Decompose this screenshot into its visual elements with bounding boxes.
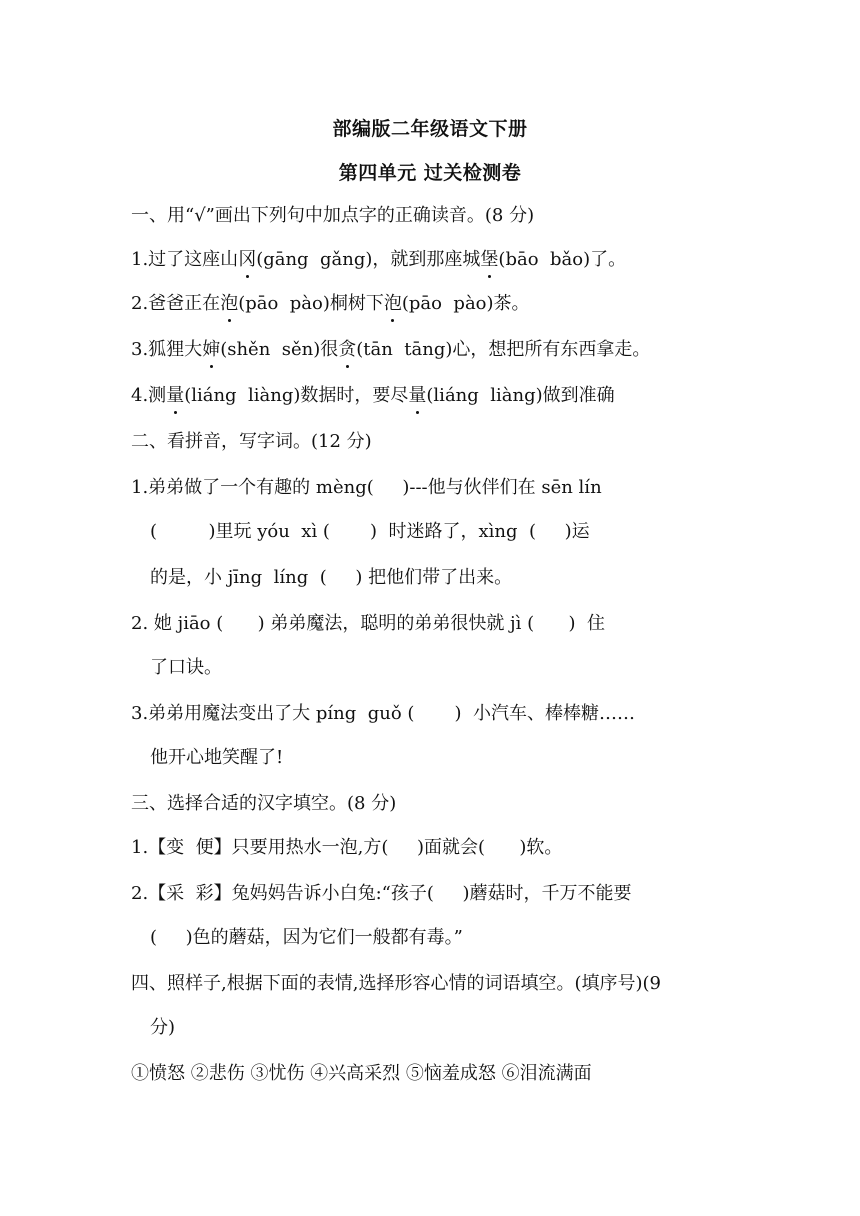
section2-heading: 二、看拼音，写字词。(12 分) bbox=[131, 431, 372, 452]
q3-text-b: (shěn sěn)很 bbox=[220, 339, 339, 360]
section1-question-1 bbox=[131, 246, 760, 274]
section2-q3-line1: 3.弟弟用魔法变出了大 píng guǒ ( ) 小汽车、棒棒糖…… bbox=[131, 703, 635, 724]
section2-q2-line2: 了口诀。 bbox=[150, 657, 222, 678]
q2-dotted-char-2: 泡 bbox=[384, 290, 402, 318]
section4-heading-line1: 四、照样子,根据下面的表情,选择形容心情的词语填空。(填序号)(9 bbox=[131, 973, 661, 994]
section1-question-4 bbox=[131, 382, 760, 410]
section3-question-1: 1.【变 便】只要用热水一泡,方( )面就会( )软。 bbox=[131, 837, 563, 858]
section2-q1-line1: 1.弟弟做了一个有趣的 mèng( )---他与伙伴们在 sēn lín bbox=[131, 477, 602, 498]
q4-dotted-char-2: 量 bbox=[408, 382, 426, 410]
q3-dotted-char-1: 婶 bbox=[202, 336, 220, 364]
q3-text-a: 3.狐狸大 bbox=[131, 339, 203, 360]
section2-q3-line2: 他开心地笑醒了! bbox=[150, 747, 284, 768]
q4-text-c: (liáng liàng)做到准确 bbox=[426, 385, 615, 406]
document-subtitle: 第四单元 过关检测卷 bbox=[338, 162, 522, 184]
section1-question-3 bbox=[131, 336, 760, 364]
section2-q1-line2: ( )里玩 yóu xì ( ) 时迷路了，xìng ( )运 bbox=[150, 521, 590, 542]
section2-q2-line1: 2. 她 jiāo ( ) 弟弟魔法，聪明的弟弟很快就 jì ( ) 住 bbox=[131, 613, 605, 634]
section1-question-2 bbox=[131, 290, 760, 318]
q1-dotted-char-2: 堡 bbox=[480, 246, 498, 274]
section3-heading: 三、选择合适的汉字填空。(8 分) bbox=[131, 793, 397, 814]
q2-dotted-char-1: 泡 bbox=[220, 290, 238, 318]
section2-q1-line3: 的是，小 jīng líng ( ) 把他们带了出来。 bbox=[150, 567, 513, 588]
q1-text-a: 1.过了这座山 bbox=[131, 249, 239, 270]
q3-text-c: (tān tāng)心，想把所有东西拿走。 bbox=[356, 339, 651, 360]
q2-text-a: 2.爸爸正在 bbox=[131, 293, 221, 314]
section3-q2-line1: 2.【采 彩】兔妈妈告诉小白兔:“孩子( )蘑菇时，千万不能要 bbox=[131, 883, 632, 904]
q1-dotted-char-1: 冈 bbox=[238, 246, 256, 274]
section3-q2-line2: ( )色的蘑菇，因为它们一般都有毒。” bbox=[150, 927, 463, 948]
q1-text-b: (gāng gǎng)，就到那座城 bbox=[256, 249, 481, 270]
document-title: 部编版二年级语文下册 bbox=[332, 118, 528, 140]
section4-heading-line2: 分) bbox=[150, 1017, 176, 1038]
section1-heading: 一、用“√”画出下列句中加点字的正确读音。(8 分) bbox=[131, 205, 535, 226]
section4-options: ①愤怒 ②悲伤 ③忧伤 ④兴高采烈 ⑤恼羞成怒 ⑥泪流满面 bbox=[131, 1063, 592, 1084]
q3-dotted-char-2: 贪 bbox=[338, 336, 356, 364]
q2-text-c: (pāo pào)茶。 bbox=[401, 293, 530, 314]
q4-text-a: 4.测 bbox=[131, 385, 167, 406]
q2-text-b: (pāo pào)桐树下 bbox=[238, 293, 384, 314]
q4-text-b: (liáng liàng)数据时，要尽 bbox=[184, 385, 409, 406]
q4-dotted-char-1: 量 bbox=[166, 382, 184, 410]
q1-text-c: (bāo bǎo)了。 bbox=[498, 249, 627, 270]
